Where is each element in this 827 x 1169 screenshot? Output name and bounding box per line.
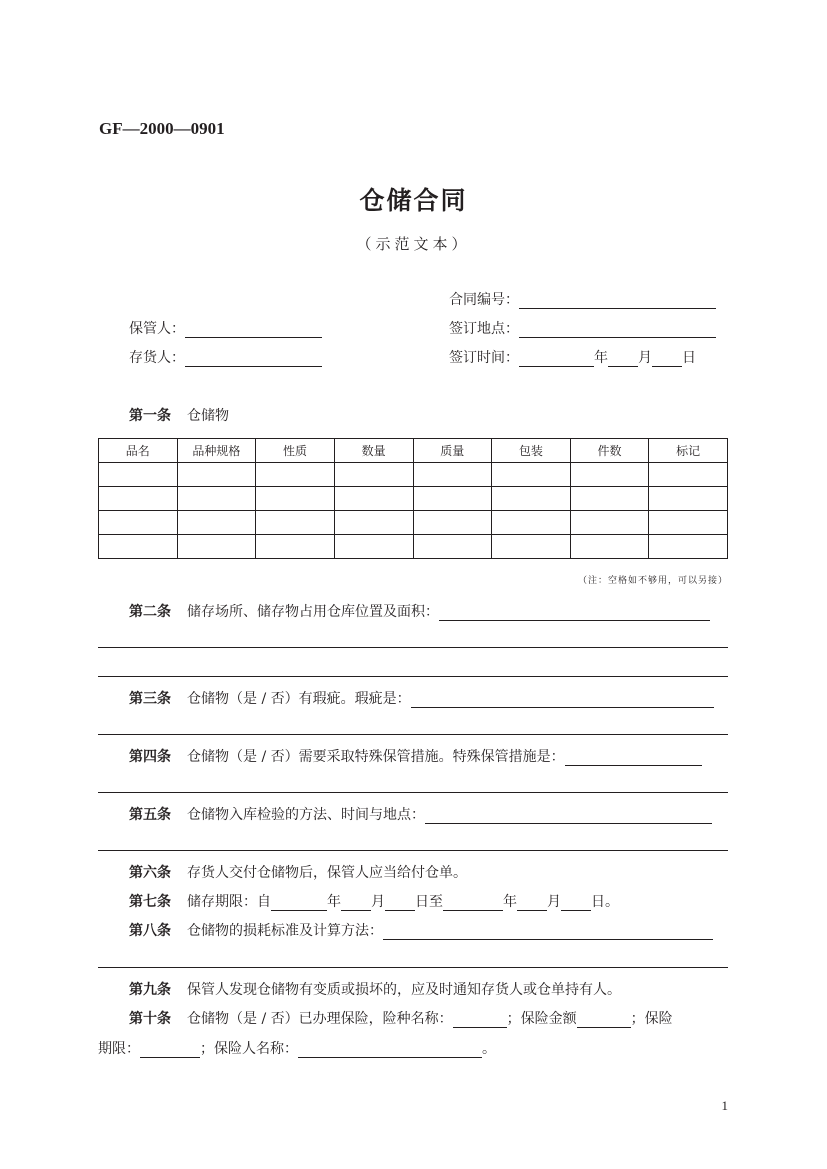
table-cell[interactable]: [570, 487, 649, 511]
article-3-extra-line[interactable]: [98, 734, 728, 735]
table-note: （注：空格如不够用，可以另接）: [577, 576, 728, 586]
table-cell[interactable]: [177, 535, 256, 559]
table-cell[interactable]: [492, 487, 571, 511]
start-month-field[interactable]: [341, 895, 371, 911]
table-cell[interactable]: [570, 535, 649, 559]
table-cell[interactable]: [99, 535, 178, 559]
sign-time-label: 签订时间：: [449, 350, 519, 366]
table-cell[interactable]: [334, 487, 413, 511]
article-4-text: 仓储物（是 / 否）需要采取特殊保管措施。特殊保管措施是：: [187, 749, 565, 765]
insurance-term-label-start: ；保险: [630, 1011, 673, 1027]
article-5-text: 仓储物入库检验的方法、时间与地点：: [187, 807, 425, 823]
table-cell[interactable]: [649, 487, 728, 511]
article-10: [129, 1008, 673, 1028]
table-cell[interactable]: [177, 463, 256, 487]
table-cell[interactable]: [492, 463, 571, 487]
document-title: 仓储合同: [359, 186, 468, 215]
article-4: [129, 746, 702, 766]
page-number: 1: [721, 1098, 728, 1113]
article-10-number: 第十条: [129, 1011, 171, 1027]
contract-no-field[interactable]: [519, 293, 716, 309]
depositor-row: [129, 347, 322, 367]
goods-header-cell: 包装: [492, 439, 571, 463]
table-cell[interactable]: [177, 511, 256, 535]
end-year-label: 年: [503, 894, 517, 910]
table-cell[interactable]: [413, 487, 492, 511]
goods-header-cell: 质量: [413, 439, 492, 463]
article-3-text: 仓储物（是 / 否）有瑕疵。瑕疵是：: [187, 691, 411, 707]
article-10-continued: [98, 1038, 496, 1058]
article-7-text: 储存期限：自: [187, 894, 271, 910]
custodian-label: 保管人：: [129, 321, 185, 337]
article-2: [129, 601, 710, 621]
table-cell[interactable]: [413, 511, 492, 535]
start-year-label: 年: [327, 894, 341, 910]
depositor-label: 存货人：: [129, 350, 185, 366]
sign-day-field[interactable]: [652, 351, 682, 367]
custodian-row: [129, 318, 322, 338]
article-10-text: 仓储物（是 / 否）已办理保险，险种名称：: [187, 1011, 453, 1027]
goods-header-cell: 标记: [649, 439, 728, 463]
table-cell[interactable]: [570, 463, 649, 487]
article-10-end: 。: [482, 1041, 496, 1057]
goods-header-cell: 品种规格: [177, 439, 256, 463]
table-cell[interactable]: [256, 511, 335, 535]
sign-year-field[interactable]: [519, 351, 594, 367]
goods-header-cell: 件数: [570, 439, 649, 463]
sign-place-field[interactable]: [519, 322, 716, 338]
goods-header-cell: 性质: [256, 439, 335, 463]
article-8: [129, 920, 713, 940]
insurance-amount-label: ；保险金额: [506, 1011, 577, 1027]
table-cell[interactable]: [99, 463, 178, 487]
table-cell[interactable]: [413, 463, 492, 487]
table-cell[interactable]: [334, 463, 413, 487]
table-cell[interactable]: [649, 511, 728, 535]
sign-month-label: 月: [638, 350, 652, 366]
start-day-label: 日至: [415, 894, 443, 910]
insurance-type-field[interactable]: [453, 1012, 507, 1028]
table-cell[interactable]: [177, 487, 256, 511]
insurance-amount-field[interactable]: [577, 1012, 631, 1028]
article-9: [129, 979, 621, 999]
custodian-field[interactable]: [185, 322, 322, 338]
sign-year-label: 年: [594, 350, 608, 366]
contract-no-label: 合同编号：: [449, 292, 519, 308]
article-9-text: 保管人发现仓储物有变质或损坏的，应及时通知存货人或仓单持有人。: [187, 982, 621, 998]
end-year-field[interactable]: [443, 895, 503, 911]
table-cell[interactable]: [334, 511, 413, 535]
table-cell[interactable]: [334, 535, 413, 559]
article-1-text: 仓储物: [187, 408, 229, 424]
end-month-field[interactable]: [517, 895, 547, 911]
table-cell[interactable]: [256, 487, 335, 511]
goods-table-header-row: [99, 439, 728, 463]
article-3-number: 第三条: [129, 691, 171, 707]
table-row: [99, 463, 728, 487]
article-5-number: 第五条: [129, 807, 171, 823]
article-4-extra-line[interactable]: [98, 792, 728, 793]
sign-month-field[interactable]: [608, 351, 638, 367]
insurance-term-field[interactable]: [140, 1042, 200, 1058]
table-cell[interactable]: [413, 535, 492, 559]
article-6-number: 第六条: [129, 865, 171, 881]
insurance-term-label-end: 期限：: [98, 1041, 140, 1057]
article-8-field[interactable]: [383, 924, 713, 940]
depositor-field[interactable]: [185, 351, 322, 367]
article-3-field[interactable]: [411, 692, 714, 708]
end-day-label: 日。: [591, 894, 619, 910]
article-2-extra-line[interactable]: [98, 676, 728, 677]
table-cell[interactable]: [99, 487, 178, 511]
article-1-number: 第一条: [129, 408, 171, 424]
article-7: [129, 891, 619, 911]
table-row: [99, 487, 728, 511]
article-1: [129, 405, 229, 425]
sign-time-row: [449, 347, 696, 367]
goods-table: [98, 438, 728, 559]
article-9-number: 第九条: [129, 982, 171, 998]
table-cell[interactable]: [649, 463, 728, 487]
end-day-field[interactable]: [561, 895, 591, 911]
goods-header-cell: 品名: [99, 439, 178, 463]
contract-no-row: [449, 289, 716, 309]
sign-place-row: [449, 318, 716, 338]
article-2-field[interactable]: [439, 605, 710, 621]
document-subtitle: （示范文本）: [356, 235, 471, 253]
table-cell[interactable]: [256, 463, 335, 487]
article-7-number: 第七条: [129, 894, 171, 910]
article-2-extra-line[interactable]: [98, 647, 728, 648]
article-4-field[interactable]: [565, 750, 702, 766]
end-month-label: 月: [547, 894, 561, 910]
table-cell[interactable]: [492, 535, 571, 559]
article-2-text: 储存场所、储存物占用仓库位置及面积：: [187, 604, 439, 620]
start-month-label: 月: [371, 894, 385, 910]
article-4-number: 第四条: [129, 749, 171, 765]
sign-day-label: 日: [682, 350, 696, 366]
article-5: [129, 804, 712, 824]
article-5-field[interactable]: [425, 808, 712, 824]
start-year-field[interactable]: [271, 895, 327, 911]
article-6-text: 存货人交付仓储物后，保管人应当给付仓单。: [187, 865, 467, 881]
sign-place-label: 签订地点：: [449, 321, 519, 337]
insurer-name-label: ；保险人名称：: [200, 1041, 298, 1057]
table-row: [99, 535, 728, 559]
article-8-extra-line[interactable]: [98, 967, 728, 968]
table-cell[interactable]: [492, 511, 571, 535]
article-6: [129, 862, 467, 882]
document-code: GF—2000—0901: [99, 119, 225, 138]
table-row: [99, 511, 728, 535]
table-cell[interactable]: [570, 511, 649, 535]
article-5-extra-line[interactable]: [98, 850, 728, 851]
article-8-number: 第八条: [129, 923, 171, 939]
table-cell[interactable]: [256, 535, 335, 559]
insurer-name-field[interactable]: [298, 1042, 482, 1058]
article-2-number: 第二条: [129, 604, 171, 620]
table-cell[interactable]: [649, 535, 728, 559]
article-8-text: 仓储物的损耗标准及计算方法：: [187, 923, 383, 939]
article-3: [129, 688, 714, 708]
goods-header-cell: 数量: [334, 439, 413, 463]
table-cell[interactable]: [99, 511, 178, 535]
start-day-field[interactable]: [385, 895, 415, 911]
